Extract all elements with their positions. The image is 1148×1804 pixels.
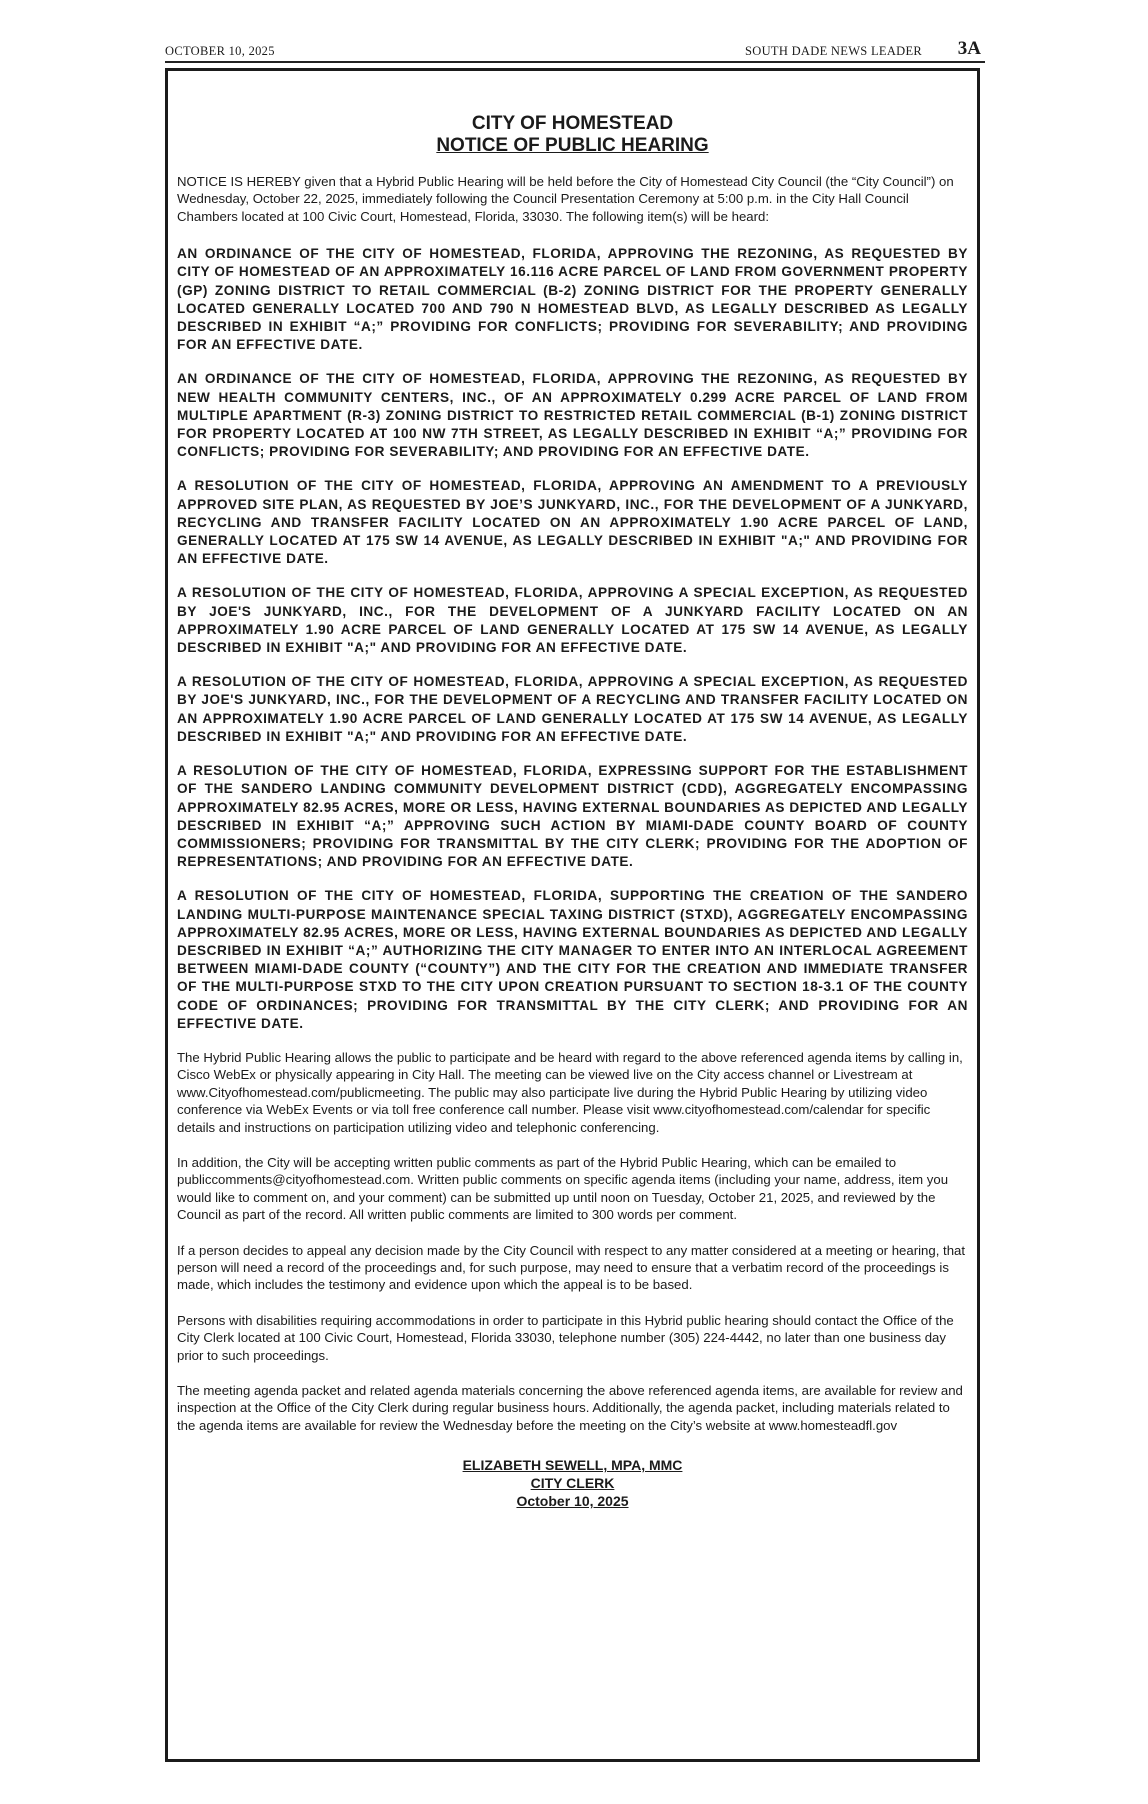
- agenda-item: AN ORDINANCE OF THE CITY OF HOMESTEAD, FLORIDA, APPROVING THE REZONING, AS REQUESTED BY NEW HEALTH COMMUNITY CENTERS, INC., OF AN APPROXIMATELY 0.299 ACRE PARCEL OF LAND FROM MULTIPLE APARTMENT (R-3) ZONING DISTRICT TO RESTRICTED RETAIL COMMERCIAL (B-1) ZONING DISTRICT FOR PROPERTY LOCATED AT 100 NW 7TH STREET, AS LEGALLY DESCRIBED IN EXHIBIT “A;” PROVIDING FOR CONFLICTS; PROVIDING FOR SEVERABILITY; AND PROVIDING FOR AN EFFECTIVE DATE.: [177, 371, 968, 460]
- paragraph-written-comments: In addition, the City will be accepting written public comments as part of the Hybrid Public Hearing, which can be emailed to publiccomments@cityofhomestead.com. Written public comments on specific agenda items (including your name, address, item you would like to comment on, and your comment) can be submitted up until noon on Tuesday, October 21, 2025, and reviewed by the Council as part of the record. All written public comments are limited to 300 words per comment.: [177, 1154, 949, 1223]
- issue-date: OCTOBER 10, 2025: [165, 44, 275, 58]
- paragraph-participation: The Hybrid Public Hearing allows the public to participate and be heard with regard to the above referenced agenda items by calling in, Cisco WebEx or physically appearing in City Hall. The meeting can be viewed live on the City access channel or Livestream at www.Cityofhomestead.com/publicmeeting. The public may also participate live during the Hybrid Public Hearing by utilizing video conference via WebEx Events or via toll free conference call number. Please visit www.cityofhomestead.com/calendar for specific details and instructions on participation utilizing video and telephonic conferencing.: [177, 1049, 963, 1135]
- signature-title: CITY CLERK: [530, 1475, 615, 1492]
- agenda-item: A RESOLUTION OF THE CITY OF HOMESTEAD, FLORIDA, SUPPORTING THE CREATION OF THE SANDERO LANDING MULTI-PURPOSE MAINTENANCE SPECIAL TAXING DISTRICT (STXD), AGGREGATELY ENCOMPASSING APPROXIMATELY 82.95 ACRES, MORE OR LESS, HAVING EXTERNAL BOUNDARIES AS DEPICTED AND LEGALLY DESCRIBED IN EXHIBIT “A;” AUTHORIZING THE CITY MANAGER TO ENTER INTO AN INTERLOCAL AGREEMENT BETWEEN MIAMI-DADE COUNTY (“COUNTY”) AND THE CITY FOR THE CREATION AND IMMEDIATE TRANSFER OF THE MULTI-PURPOSE STXD TO THE CITY UPON CREATION PURSUANT TO SECTION 18-3.1 OF THE COUNTY CODE OF ORDINANCES; PROVIDING FOR TRANSMITTAL BY THE CITY CLERK; AND PROVIDING FOR AN EFFECTIVE DATE.: [177, 888, 968, 1031]
- paragraph-agenda-packet: The meeting agenda packet and related agenda materials concerning the above referenced agenda items, are available for review and inspection at the Office of the City Clerk during regular business hours. Additionally, the agenda packet, including materials related to the agenda items are available for review the Wednesday before the meeting on the City’s website at www.homesteadfl.gov: [177, 1383, 963, 1433]
- agenda-item: A RESOLUTION OF THE CITY OF HOMESTEAD, FLORIDA, APPROVING AN AMENDMENT TO A PREVIOUSLY APPROVED SITE PLAN, AS REQUESTED BY JOE’S JUNKYARD, INC., FOR THE DEVELOPMENT OF A JUNKYARD, RECYCLING AND TRANSFER FACILITY LOCATED ON AN APPROXIMATELY 1.90 ACRE PARCEL OF LAND, GENERALLY LOCATED AT 175 SW 14 AVENUE, AS LEGALLY DESCRIBED IN EXHIBIT "A;" AND PROVIDING FOR AN EFFECTIVE DATE.: [177, 478, 968, 567]
- paragraph-appeal: If a person decides to appeal any decision made by the City Council with respect to any matter considered at a meeting or hearing, that person will need a record of the proceedings and, for such purpose, may need to ensure that a verbatim record of the proceedings is made, which includes the testimony and evidence upon which the appeal is to be based.: [177, 1242, 966, 1293]
- agenda-item: A RESOLUTION OF THE CITY OF HOMESTEAD, FLORIDA, EXPRESSING SUPPORT FOR THE ESTABLISHMENT OF THE SANDERO LANDING COMMUNITY DEVELOPMENT DISTRICT (CDD), AGGREGATELY ENCOMPASSING APPROXIMATELY 82.95 ACRES, MORE OR LESS, HAVING EXTERNAL BOUNDARIES AS DEPICTED AND LEGALLY DESCRIBED IN EXHIBIT “A;” APPROVING SUCH ACTION BY MIAMI-DADE COUNTY BOARD OF COUNTY COMMISSIONERS; PROVIDING FOR TRANSMITTAL BY THE CITY CLERK; PROVIDING FOR THE ADOPTION OF REPRESENTATIONS; AND PROVIDING FOR AN EFFECTIVE DATE.: [177, 763, 968, 870]
- page-number: 3A: [957, 38, 981, 59]
- notice-body: [177, 1049, 968, 1434]
- header-rule: [165, 61, 985, 63]
- notice-title-hearing: NOTICE OF PUBLIC HEARING: [436, 135, 709, 156]
- publication-name: SOUTH DADE NEWS LEADER: [745, 44, 923, 58]
- page-header: [165, 38, 985, 62]
- agenda-item: A RESOLUTION OF THE CITY OF HOMESTEAD, FLORIDA, APPROVING A SPECIAL EXCEPTION, AS REQUESTED BY JOE'S JUNKYARD, INC., FOR THE DEVELOPMENT OF A JUNKYARD FACILITY LOCATED ON AN APPROXIMATELY 1.90 ACRE PARCEL OF LAND GENERALLY LOCATED AT 175 SW 14 AVENUE, AS LEGALLY DESCRIBED IN EXHIBIT "A;" AND PROVIDING FOR AN EFFECTIVE DATE.: [177, 585, 968, 656]
- notice-content: [177, 113, 968, 1510]
- paragraph-accessibility: Persons with disabilities requiring accommodations in order to participate in this Hybrid public hearing should contact the Office of the City Clerk located at 100 Civic Court, Homestead, Florida 33030, telephone number (305) 224-4442, no later than one business day prior to such proceedings.: [177, 1312, 954, 1363]
- signature-date: October 10, 2025: [516, 1493, 629, 1510]
- legal-notice-box: [165, 68, 980, 1762]
- agenda-item: A RESOLUTION OF THE CITY OF HOMESTEAD, FLORIDA, APPROVING A SPECIAL EXCEPTION, AS REQUESTED BY JOE'S JUNKYARD, INC., FOR THE DEVELOPMENT OF A RECYCLING AND TRANSFER FACILITY LOCATED ON AN APPROXIMATELY 1.90 ACRE PARCEL OF LAND GENERALLY LOCATED AT 175 SW 14 AVENUE, AS LEGALLY DESCRIBED IN EXHIBIT "A;" AND PROVIDING FOR AN EFFECTIVE DATE.: [177, 674, 968, 744]
- signature-name: ELIZABETH SEWELL, MPA, MMC: [462, 1457, 683, 1474]
- notice-intro: NOTICE IS HEREBY given that a Hybrid Public Hearing will be held before the City of Homestead City Council (the “City Council”) on Wednesday, October 22, 2025, immediately following the Council Presentation Ceremony at 5:00 p.m. in the City Hall Council Chambers located at 100 Civic Court, Homestead, Florida, 33030. The following item(s) will be heard:: [177, 174, 954, 224]
- agenda-item: AN ORDINANCE OF THE CITY OF HOMESTEAD, FLORIDA, APPROVING THE REZONING, AS REQUESTED BY CITY OF HOMESTEAD OF AN APPROXIMATELY 16.116 ACRE PARCEL OF LAND FROM GOVERNMENT PROPERTY (GP) ZONING DISTRICT TO RETAIL COMMERCIAL (B-2) ZONING DISTRICT FOR THE PROPERTY GENERALLY LOCATED GENERALLY LOCATED 700 AND 790 N HOMESTEAD BLVD, AS LEGALLY DESCRIBED AS LEGALLY DESCRIBED IN EXHIBIT “A;” PROVIDING FOR CONFLICTS; PROVIDING FOR SEVERABILITY; AND PROVIDING FOR AN EFFECTIVE DATE.: [177, 246, 968, 353]
- signature-block: [177, 1456, 968, 1510]
- notice-title-city: CITY OF HOMESTEAD: [471, 113, 674, 134]
